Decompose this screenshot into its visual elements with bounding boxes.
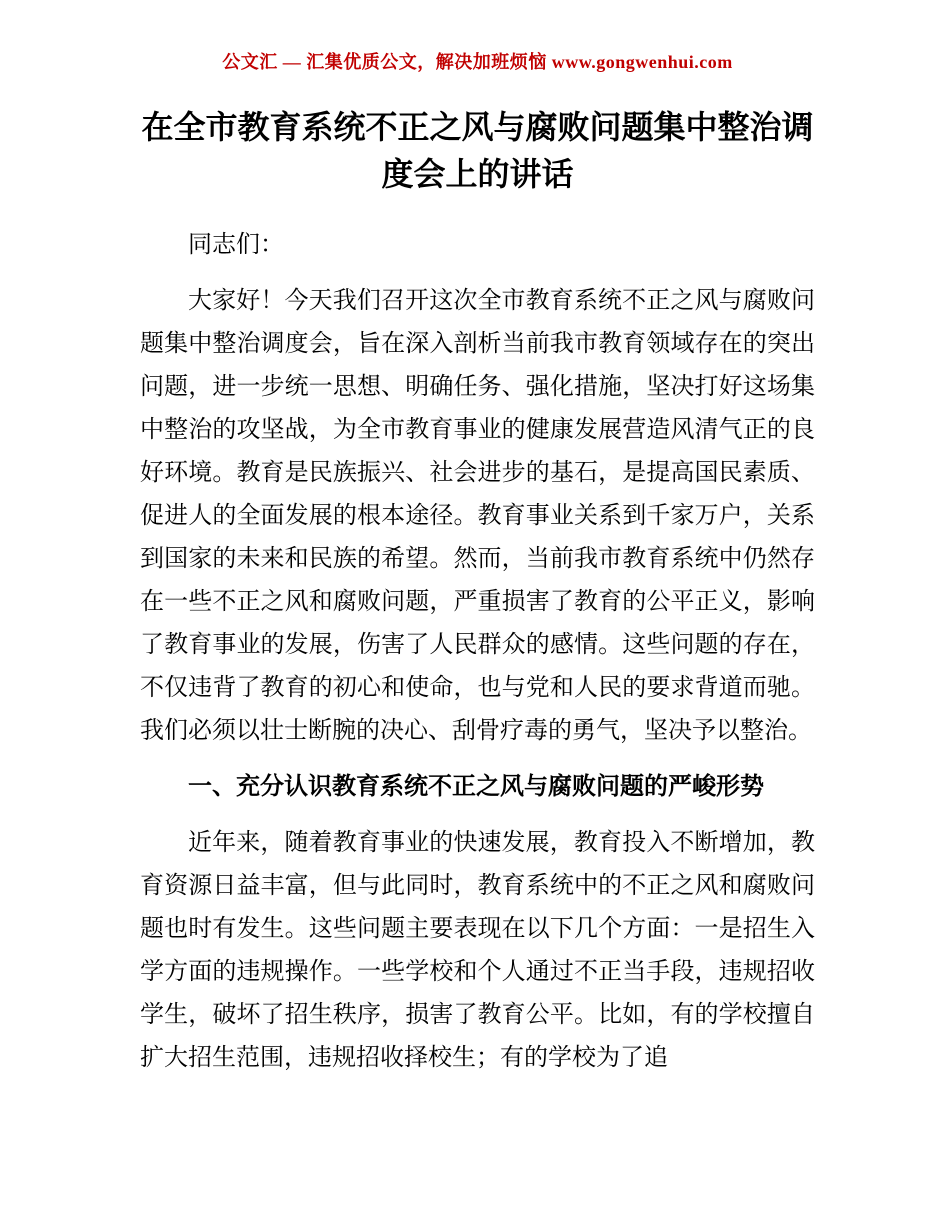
paragraph: 近年来，随着教育事业的快速发展，教育投入不断增加，教育资源日益丰富，但与此同时，教育系统中的不正之风和腐败问题也时有发生。这些问题主要表现在以下几个方面：一是招生入学方面的违规操作。一些学校和个人通过不正当手段，违规招收学生，破坏了招生秩序，损害了教育公平。比如，有的学校擅自扩大招生范围，违规招收择校生；有的学校为了追 <box>140 830 815 1071</box>
site-watermark: 公文汇 — 汇集优质公文，解决加班烦恼 www.gongwenhui.com <box>222 52 733 72</box>
document-body <box>140 224 815 1080</box>
document-title: 在全市教育系统不正之风与腐败问题集中整治调度会上的讲话 <box>141 109 814 192</box>
paragraph: 大家好！今天我们召开这次全市教育系统不正之风与腐败问题集中整治调度会，旨在深入剖析当前我市教育领域存在的突出问题，进一步统一思想、明确任务、强化措施，坚决打好这场集中整治的攻坚战，为全市教育事业的健康发展营造风清气正的良好环境。教育是民族振兴、社会进步的基石，是提高国民素质、促进人的全面发展的根本途径。教育事业关系到千家万户，关系到国家的未来和民族的希望。然而，当前我市教育系统中仍然存在一些不正之风和腐败问题，严重损害了教育的公平正义，影响了教育事业的发展，伤害了人民群众的感情。这些问题的存在，不仅违背了教育的初心和使命，也与党和人民的要求背道而驰。我们必须以壮士断腕的决心、刮骨疗毒的勇气，坚决予以整治。 <box>140 288 815 744</box>
section-heading: 一、充分认识教育系统不正之风与腐败问题的严峻形势 <box>188 774 764 800</box>
paragraph: 同志们： <box>188 232 284 258</box>
